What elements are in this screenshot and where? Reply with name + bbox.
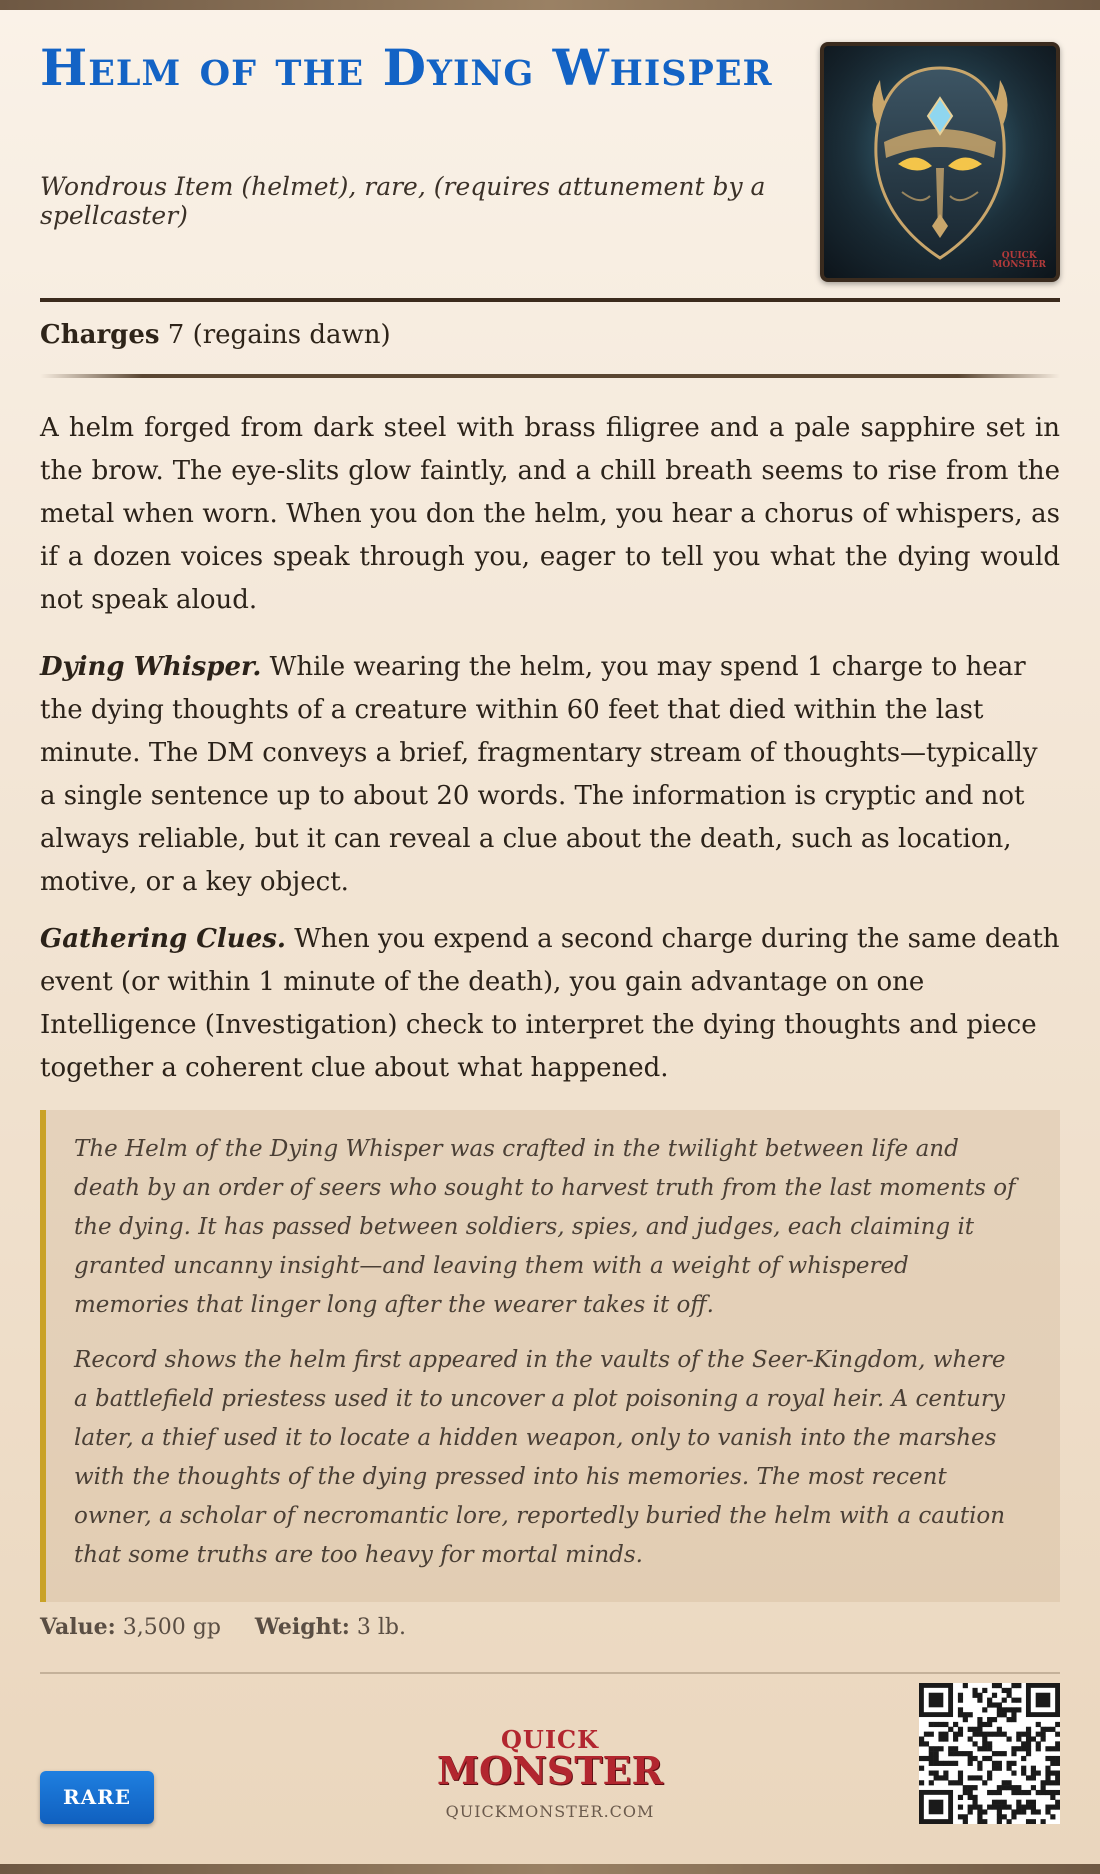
lore-box: [40, 1110, 1060, 1602]
header-divider: [40, 298, 1060, 302]
qr-code-graphic: [919, 1683, 1060, 1824]
site-url[interactable]: QUICKMONSTER.COM: [445, 1802, 655, 1821]
item-description: A helm forged from dark steel with brass filigree and a pale sapphire set in the brow. The eye-slits glow faintly, and a chill breath seems to rise from the metal when worn. When you don the helm, you hear a chorus of whispers, as if a dozen voices speak through you, eager to tell you what the dying would not speak aloud.: [40, 413, 1060, 615]
helm-illustration: [824, 46, 1056, 278]
feature-name: Dying Whisper.: [40, 652, 262, 682]
feature-dying-whisper: [40, 646, 1060, 904]
feature-gathering-clues: [40, 918, 1060, 1090]
bottom-border: [0, 1864, 1100, 1874]
portrait-watermark-line1: QUICK: [1001, 251, 1037, 261]
lore-paragraph: Record shows the helm first appeared in the vaults of the Seer-Kingdom, where a battlefield priestess used it to uncover a plot poisoning a royal heir. A century later, a thief used it to locate a hidden weapon, only to vanish into the marshes with the thoughts of the dying pressed into his memories. The most recent owner, a scholar of necromantic lore, reportedly buried the helm with a caution that some truths are too heavy for mortal minds.: [74, 1347, 1006, 1568]
charges-line: [40, 320, 391, 350]
charges-label: Charges: [40, 320, 160, 350]
value-amount: 3,500 gp: [122, 1615, 221, 1640]
qr-code[interactable]: [919, 1683, 1060, 1824]
helm-portrait: [820, 42, 1060, 282]
top-border: [0, 0, 1100, 10]
footer-divider: [40, 1672, 1060, 1674]
item-card: [40, 10, 1060, 1864]
item-meta: [40, 1614, 406, 1640]
item-title: Helm of the Dying Whisper: [40, 38, 773, 97]
lore-paragraph: The Helm of the Dying Whisper was crafted in the twilight between life and death by an order of seers who sought to harvest truth from the last moments of the dying. It has passed between soldiers, spies, and judges, each claiming it granted uncanny insight—and leaving them with a weight of whispered memories that linger long after the wearer takes it off.: [74, 1136, 1016, 1318]
quickmonster-logo[interactable]: [400, 1725, 700, 1821]
item-subtitle: Wondrous Item (helmet), rare, (requires attunement by a spellcaster): [40, 172, 766, 230]
weight-amount: 3 lb.: [356, 1615, 406, 1640]
feature-text: When you expend a second charge during the same death event (or within 1 minute of the death), you gain advantage on one Intelligence (Investigation) check to interpret the dying thoughts and piece together a coherent clue about what happened.: [40, 924, 1060, 1083]
portrait-watermark-line2: MONSTER: [992, 260, 1046, 270]
feature-name: Gathering Clues.: [40, 924, 286, 954]
rarity-badge[interactable]: RARE: [40, 1771, 154, 1824]
charges-value: 7 (regains dawn): [167, 320, 391, 350]
logo-line1: QUICK: [500, 1725, 600, 1754]
portrait-watermark: [992, 252, 1046, 270]
weight-label: Weight:: [254, 1614, 350, 1640]
logo-line2: MONSTER: [436, 1748, 664, 1793]
charges-divider: [40, 374, 1060, 378]
value-label: Value:: [40, 1614, 116, 1640]
feature-text: While wearing the helm, you may spend 1 charge to hear the dying thoughts of a creature within 60 feet that died within the last minute. The DM conveys a brief, fragmentary stream of thoughts—typically a single sentence up to about 20 words. The information is cryptic and not always reliable, but it can reveal a clue about the death, such as location, motive, or a key object.: [40, 652, 1038, 897]
